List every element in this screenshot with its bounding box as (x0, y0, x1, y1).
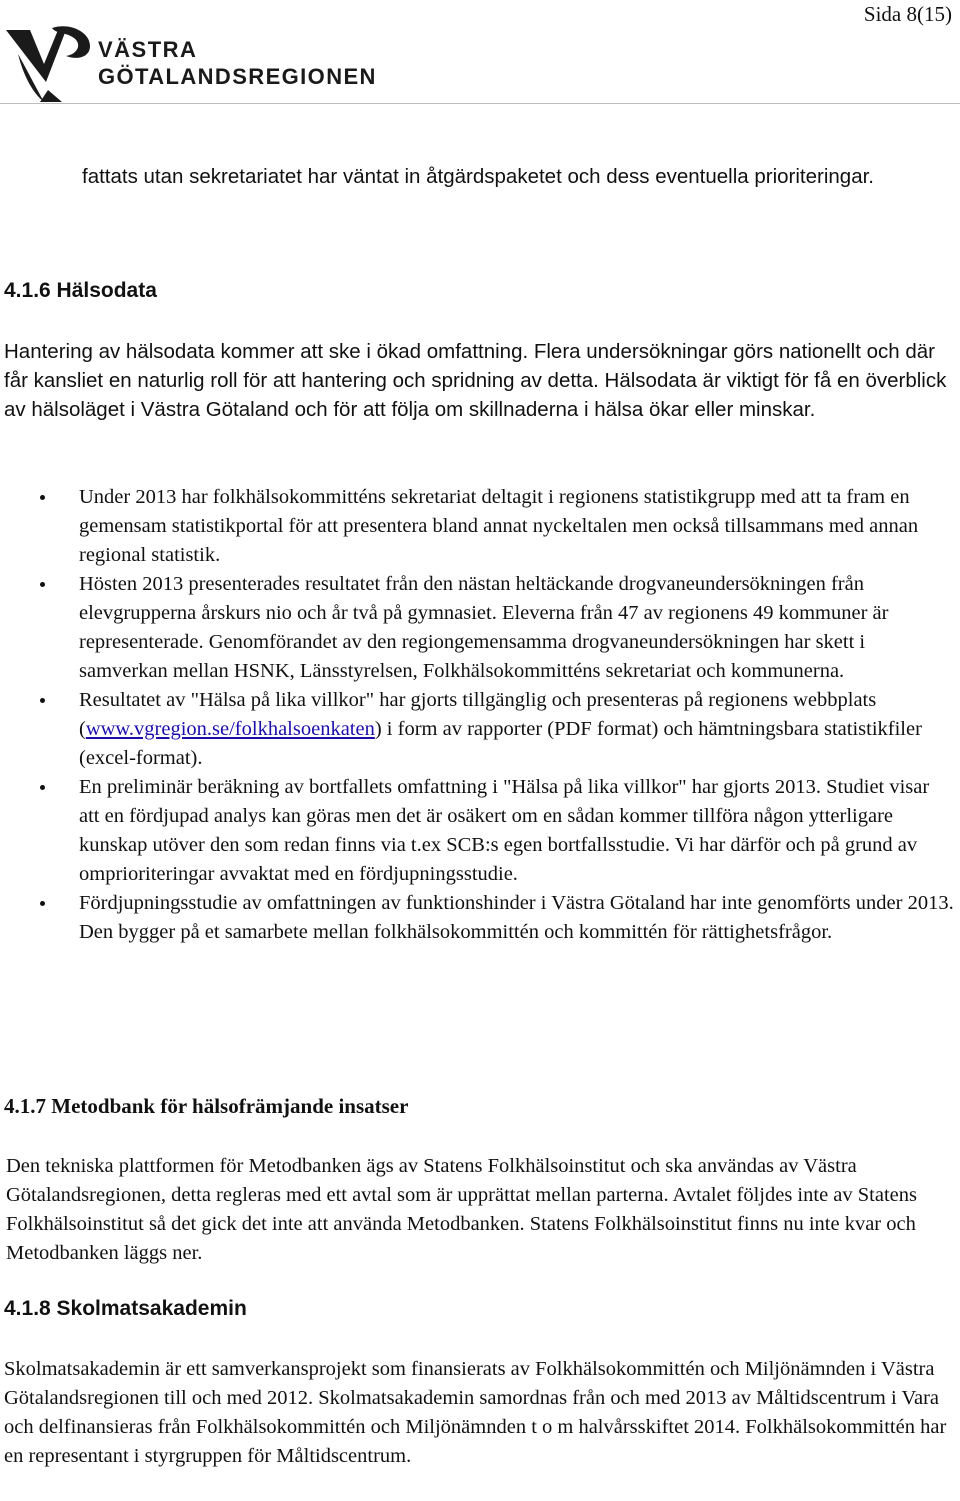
bullet-text-before: Resultatet av "Hälsa på lika villkor" har gjorts tillgänglig och presenteras på regionens webbplats ( (79, 689, 877, 740)
list-item (0, 773, 960, 889)
bullet-text: Fördjupningsstudie av omfattningen av funktionshinder i Västra Götaland har inte genomförts under 2013. Den bygger på et samarbete mellan folkhälsokommittén och kommittén för rättighetsfrågor. (79, 892, 954, 943)
page-number: Sida 8(15) (863, 2, 952, 26)
paragraph-halsodata: Hantering av hälsodata kommer att ske i ökad omfattning. Flera undersökningar görs nationellt och där får kansliet en naturlig roll för att hantering och spridning av detta. Hälsodata är viktigt för få en överblick av hälsoläget i Västra Götaland och för att följa om skillnaderna i hälsa ökar eller minskar. (4, 340, 947, 421)
bullet-icon (40, 495, 45, 500)
bullet-icon (40, 901, 45, 906)
bullet-text: En preliminär beräkning av bortfallets omfattning i "Hälsa på lika villkor" har gjorts 2013. Studiet visar att en fördjupad analys kan göras men det är osäkert om en sådan kommer tillföra någon ytterligare kunskap utöver den som redan finns via t.ex SCB:s egen bortfallsstudie. Vi har därför och på grund av omprioriteringar avvaktat med en fördjupningsstudie. (79, 776, 930, 885)
paragraph-skolmatsakademin: Skolmatsakademin är ett samverkansprojekt som finansierats av Folkhälsokommittén och Miljönämnden i Västra Götalandsregionen till och med 2012. Skolmatsakademin samordnas från och med 2013 av Måltidscentrum i Vara och delfinansieras från Folkhälsokommittén och Miljönämnden t o m halvårsskiftet 2014. Folkhälsokommittén har en representant i styrgruppen för Måltidscentrum. (4, 1358, 947, 1467)
vgr-emblem-icon (4, 24, 96, 106)
bullet-icon (40, 785, 45, 790)
vgr-logo (4, 24, 384, 104)
halsodata-bullet-list (0, 483, 960, 947)
heading-4-1-6: 4.1.6 Hälsodata (4, 279, 157, 302)
bullet-icon (40, 698, 45, 703)
list-item (0, 686, 960, 773)
list-item (0, 483, 960, 570)
heading-4-1-8: 4.1.8 Skolmatsakademin (4, 1297, 247, 1320)
list-item (0, 570, 960, 686)
folkhalsoenkaten-link[interactable]: www.vgregion.se/folkhalsoenkaten (85, 718, 375, 740)
header-divider (0, 103, 960, 104)
heading-4-1-7: 4.1.7 Metodbank för hälsofrämjande insatser (4, 1094, 409, 1118)
bullet-text-after: ) i form av rapporter (PDF format) och hämtningsbara statistikfiler (excel-format). (79, 718, 922, 769)
logo-text-vastra: VÄSTRA (98, 37, 198, 62)
bullet-text: Under 2013 har folkhälsokommitténs sekretariat deltagit i regionens statistikgrupp med att ta fram en gemensam statistikportal för att presentera bland annat nyckeltalen men också tillsammans med annan regional statistik. (79, 486, 919, 566)
paragraph-metodbank: Den tekniska plattformen för Metodbanken ägs av Statens Folkhälsoinstitut och ska användas av Västra Götalandsregionen, detta regleras med ett avtal som är upprättat mellan parterna. Avtalet följdes inte av Statens Folkhälsoinstitut så det gick det inte att använda Metodbanken. Statens Folkhälsoinstitut finns nu inte kvar och Metodbanken läggs ner. (6, 1155, 917, 1264)
bullet-icon (40, 582, 45, 587)
logo-text-gotalandsregionen: GÖTALANDSREGIONEN (98, 64, 377, 89)
intro-paragraph: fattats utan sekretariatet har väntat in åtgärdspaketet och dess eventuella prioriteringar. (82, 165, 874, 188)
list-item (0, 889, 960, 947)
bullet-text: Hösten 2013 presenterades resultatet från den nästan heltäckande drogvaneundersökningen från elevgrupperna årskurs nio och år två på gymnasiet. Eleverna från 47 av regionens 49 kommuner är representerade. Genomförandet av den regiongemensamma drogvaneundersökningen har skett i samverkan mellan HSNK, Länsstyrelsen, Folkhälsokommitténs sekretariat och kommunerna. (79, 573, 889, 682)
